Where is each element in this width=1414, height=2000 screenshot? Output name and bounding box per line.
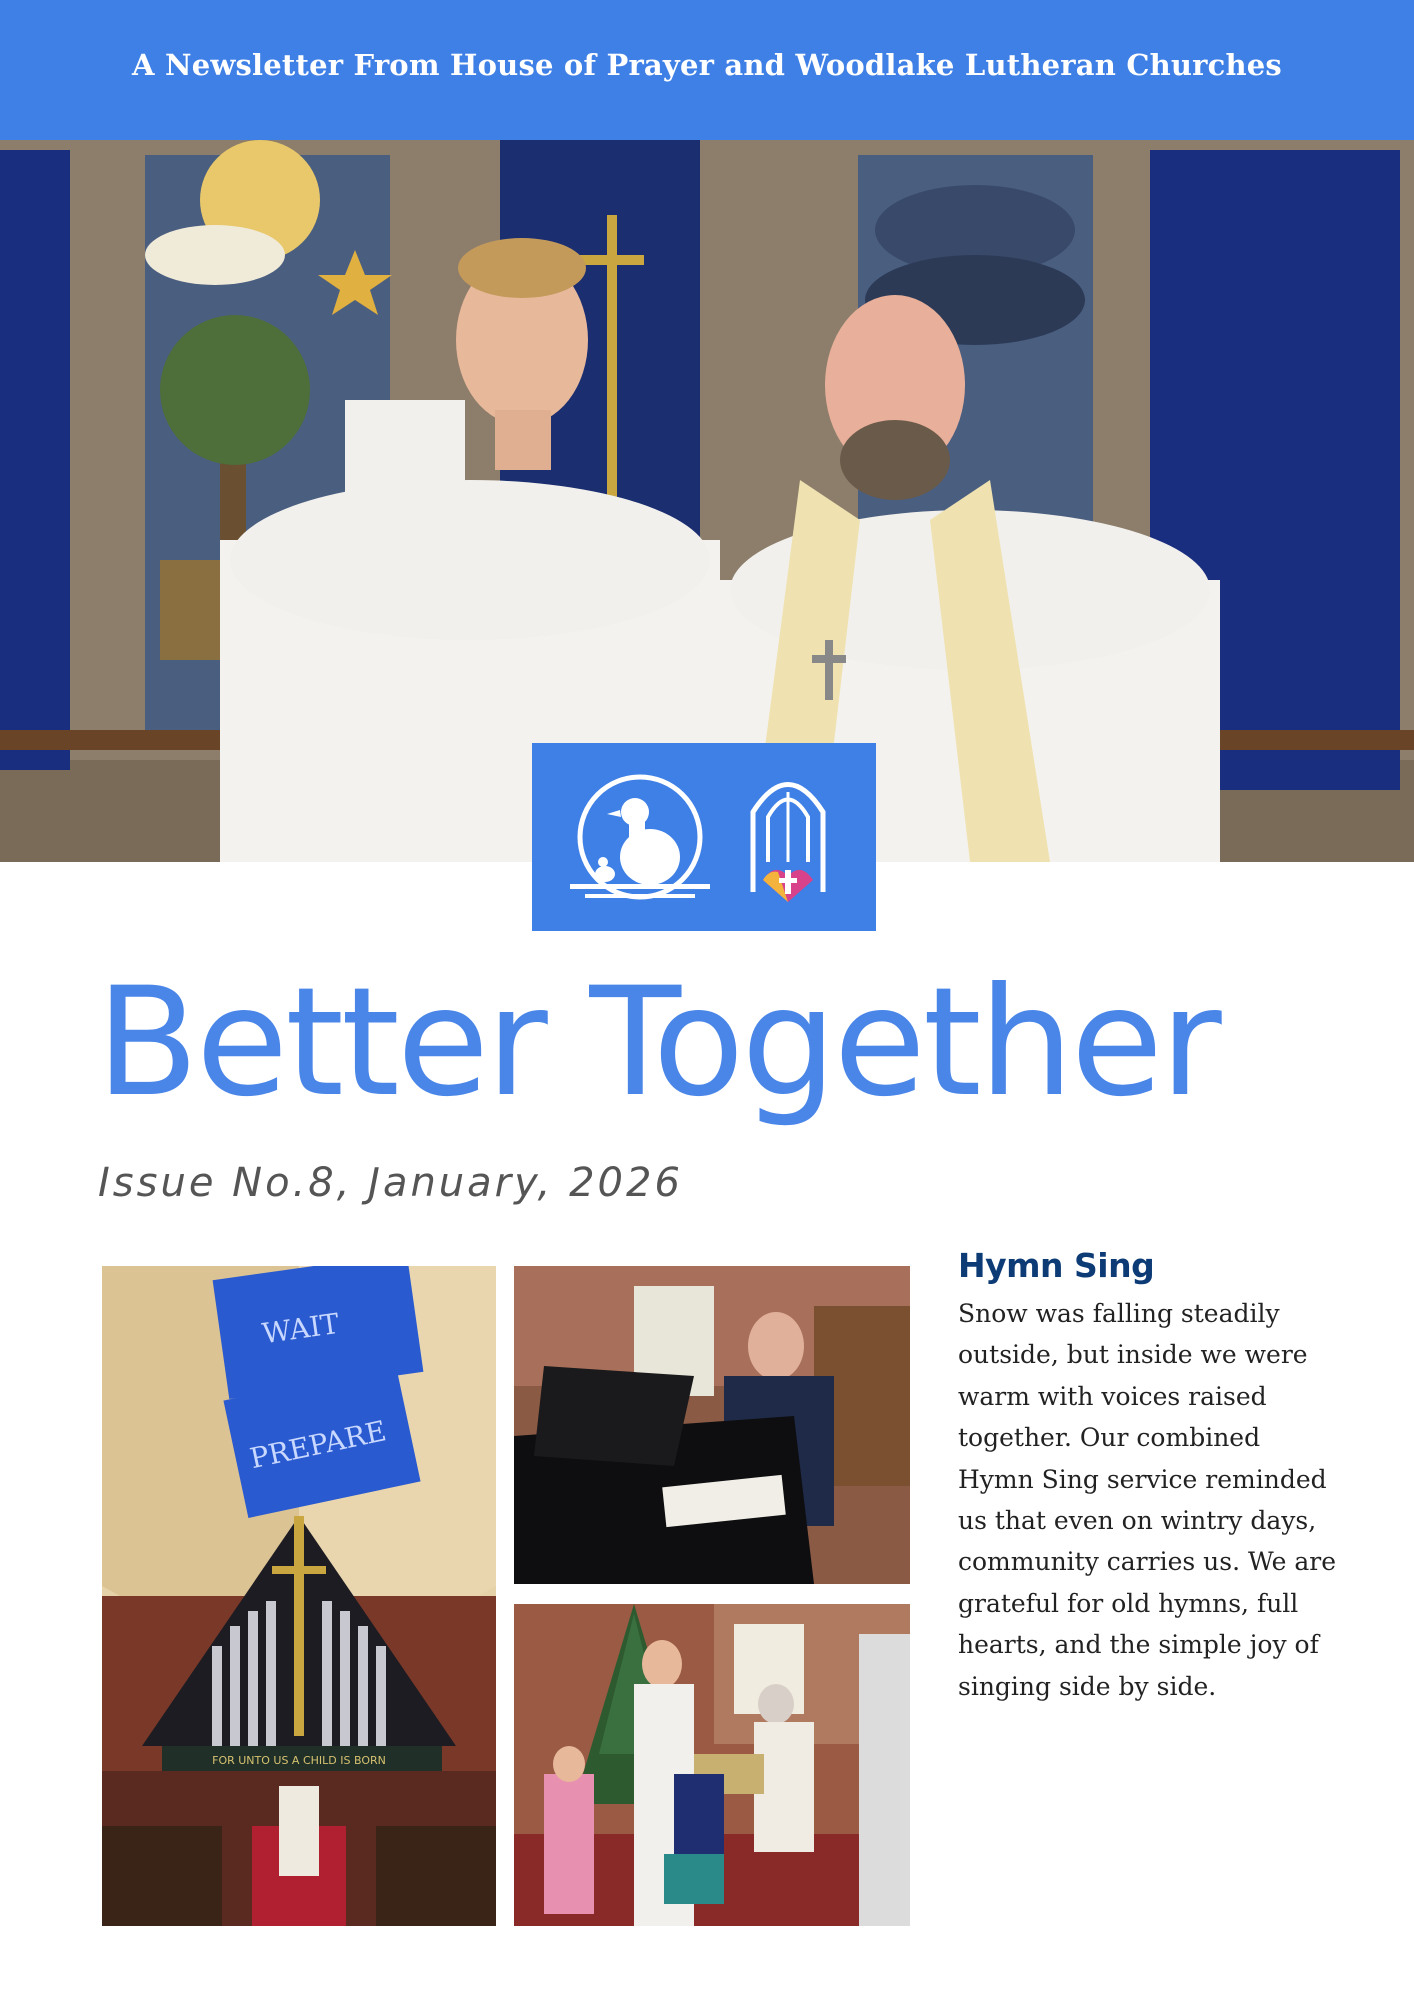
top-banner bbox=[0, 0, 1414, 140]
duck-logo-icon bbox=[565, 762, 715, 912]
hymn-sing-article bbox=[958, 1246, 1338, 1707]
children-altar-photo bbox=[514, 1604, 910, 1926]
church-window-logo-icon bbox=[733, 762, 843, 912]
banner-prepare-text: PREPARE bbox=[246, 1414, 390, 1476]
newsletter-title: Better Together bbox=[96, 956, 1219, 1130]
article-heading: Hymn Sing bbox=[958, 1246, 1155, 1285]
newsletter-tagline: A Newsletter From House of Prayer and Woodlake Lutheran Churches bbox=[132, 48, 1282, 82]
issue-line: Issue No.8, January, 2026 bbox=[98, 1160, 683, 1206]
pianist-photo bbox=[514, 1266, 910, 1584]
church-interior-photo bbox=[102, 1266, 496, 1926]
banner-wait-text: WAIT bbox=[260, 1306, 342, 1351]
altar-banner-text: FOR UNTO US A CHILD IS BORN bbox=[212, 1754, 386, 1767]
article-body: Snow was falling steadily outside, but inside we were warm with voices raised together. Our combined Hymn Sing service reminded us that even on wintry days, community carries us. We are grateful for old hymns, full hearts, and the simple joy of singing side by side. bbox=[958, 1299, 1337, 1701]
church-logos bbox=[532, 743, 876, 931]
